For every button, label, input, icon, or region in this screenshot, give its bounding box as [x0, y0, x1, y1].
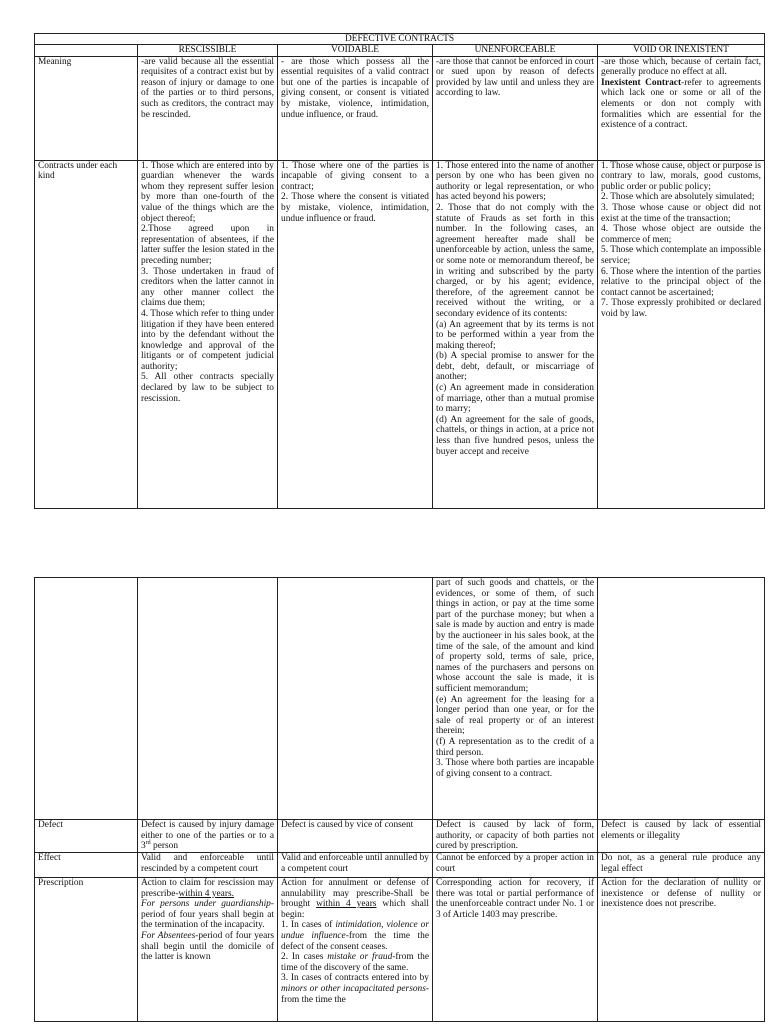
prescription-rescissible-3-text: -period of four years shall begin until the domicile of the latter is known [141, 930, 274, 963]
effect-row [35, 853, 765, 878]
row-label-prescription: Prescription [35, 878, 138, 1022]
rescissible-kind-3: 3. Those undertaken in fraud of creditors when the latter cannot in any other manner collect the claims due them; [141, 266, 274, 309]
rescissible-kind-4: 4. Those which refer to thing under litigation if they have been entered into by the defendant without the knowledge and approval of the litigants or of competent judicial authority; [141, 308, 274, 372]
prescription-voidable-4-text: 3. In cases of contracts entered into by [281, 973, 429, 984]
defective-contracts-table-part1 [34, 33, 765, 509]
prescription-rescissible-3-italic: For Absentees [141, 930, 196, 941]
rescissible-kind-5: 5. All other contracts specially declared by law to be subject to rescission. [141, 372, 274, 404]
void-kind-2: 2. Those which are absolutely simulated; [601, 192, 755, 203]
prescription-unenforceable: Corresponding action for recovery, if there was total or partial performance of the unenforceable contract under No. 1 or 3 of Article 1403 may prescribe. [433, 878, 598, 1022]
prescription-voidable-4-end: -from the time the [281, 983, 429, 1005]
defect-rescissible-sup: rd [145, 840, 151, 847]
defect-voidable: Defect is caused by vice of consent [278, 820, 433, 853]
unenforceable-kind-2f: (f) A representation as to the credit of a third person. [436, 736, 594, 758]
meaning-voidable: - are those which possess all the essential requisites of a valid contract but one of the parties is incapable of giving consent, or consent is vitiated by mistake, violence, intimidation, undue influence, or fraud. [278, 56, 433, 160]
void-meaning-text: -are those which, because of certain fact, generally produce no effect at all. [601, 56, 762, 78]
prescription-voidable-3-italic: mistake or fraud [327, 952, 393, 963]
prescription-void: Action for the declaration of nullity or inexistence or defense of nullity or inexistence does not prescribe. [598, 878, 765, 1022]
void-kind-7: 7. Those expressly prohibited or declared void by law. [601, 298, 762, 319]
defect-unenforceable: Defect is caused by lack of form, authority, or capacity of both parties not cured by prescription. [433, 820, 598, 853]
continuation-voidable-blank [278, 578, 433, 820]
header-rescissible: RESCISSIBLE [138, 45, 278, 57]
inexistent-contract-term: Inexistent Contract [601, 77, 682, 88]
voidable-kind-2: 2. Those where the consent is vitiated by mistake, violence, intimidation, undue influence or fraud. [281, 192, 429, 224]
prescription-voidable-4-italic: minors or other incapacitated persons [281, 983, 426, 994]
effect-unenforceable: Cannot be enforced by a proper action in court [433, 853, 598, 878]
unenforceable-kind-2b: (b) A special promise to answer for the debt, debt, default, or miscarriage of another; [436, 351, 594, 383]
unenforceable-kind-2d-cont: part of such goods and chattels, or the evidences, or some of them, of such things in action, or pay at the time some part of the purchase money; but when a sale is made by auction and entry is made by the auctioneer in his sales book, at the time of the sale, of the amount and kind of property sold, terms of sale, price, names of the purchasers and persons on whose account the sale is made, it is sufficient memorandum; [436, 578, 594, 694]
prescription-rescissible-2-italic: For persons under guardianship [141, 899, 271, 910]
unenforceable-kind-1: 1. Those entered into the name of another person by one who has been given no authority or legal representation, or who has acted beyond his powers; [436, 160, 594, 203]
prescription-voidable-3-end: -from the time of the discovery of the same. [281, 952, 429, 973]
prescription-voidable [278, 878, 433, 1022]
void-kind-6: 6. Those where the intention of the parties relative to the principal object of the contact cannot be ascertained; [601, 266, 762, 298]
row-label-meaning: Meaning [35, 56, 138, 160]
prescription-voidable-2-end: -from the time the defect of the consent ceases. [281, 930, 429, 952]
kinds-void [598, 160, 765, 508]
header-unenforceable: UNENFORCEABLE [433, 45, 598, 57]
kinds-unenforceable [433, 160, 598, 508]
void-kind-5: 5. Those which contemplate an impossible service; [601, 245, 762, 266]
prescription-voidable-1-end: which shall begin: [281, 899, 429, 920]
defective-contracts-table-part2 [34, 577, 765, 1022]
void-kind-4: 4. Those whose object are outside the commerce of men; [601, 224, 762, 245]
unenforceable-kind-2c: (c) An agreement made in consideration of marriage, other than a mutual promise to marry; [436, 383, 594, 415]
header-voidable: VOIDABLE [278, 45, 433, 57]
defect-rescissible-text-end: person [150, 841, 179, 852]
continuation-unenforceable [433, 578, 598, 820]
rescissible-kind-1: 1. Those which are entered into by guardian whenever the wards whom they represent suffer lesion by more than one-fourth of the value of the things which are the object thereof; [141, 160, 274, 224]
kinds-row [35, 160, 765, 508]
header-void: VOID OR INEXISTENT [598, 45, 765, 57]
prescription-row [35, 878, 765, 1022]
header-row [35, 45, 765, 57]
void-kind-3: 3. Those whose cause or object did not exist at the time of the transaction; [601, 202, 762, 224]
inexistent-contract-text: -refer to agreements which lack one or some or all of the elements or don not comply with formalities which are essential for the existence of a contract. [601, 77, 762, 131]
continuation-row [35, 578, 765, 820]
prescription-voidable-1-underline: within 4 years [316, 899, 377, 910]
continuation-rescissible-blank [138, 578, 278, 820]
effect-voidable: Valid and enforceable until annulled by a competent court [278, 853, 433, 878]
prescription-voidable-2-italic: intimidation, violence or undue influence [281, 920, 429, 941]
rescissible-kind-2: 2.Those agreed upon in representation of absentees, if the latter suffer the lesion stated in the preceding number; [141, 224, 274, 266]
kinds-voidable [278, 160, 433, 508]
title-row [35, 34, 765, 45]
continuation-void-blank [598, 578, 765, 820]
defect-void: Defect is caused by lack of essential elements or illegality [598, 820, 765, 853]
prescription-voidable-3-text: 2. In cases [281, 952, 328, 963]
prescription-rescissible-1-underline: within 4 years. [178, 888, 234, 899]
prescription-rescissible [138, 878, 278, 1022]
prescription-voidable-3 [281, 952, 429, 973]
prescription-rescissible-2 [141, 899, 274, 931]
effect-rescissible: Valid and enforceable until rescinded by a competent court [138, 853, 278, 878]
void-kind-1: 1. Those whose cause, object or purpose is contrary to law, morals, good customs, public order or public policy; [601, 160, 762, 192]
defect-row [35, 820, 765, 853]
row-label-defect: Defect [35, 820, 138, 853]
prescription-voidable-1-text: Action for annulment or defense of annulability may prescribe-Shall be brought [281, 878, 429, 910]
meaning-unenforceable: -are those that cannot be enforced in court or sued upon by reason of defects provided by law until and unless they are according to law. [433, 56, 598, 160]
effect-void: Do not, as a general rule produce any legal effect [598, 853, 765, 878]
table-title: DEFECTIVE CONTRACTS [35, 34, 765, 45]
unenforceable-kind-3: 3. Those where both parties are incapable of giving consent to a contract. [436, 758, 594, 779]
prescription-voidable-1 [281, 878, 429, 920]
header-blank [35, 45, 138, 57]
meaning-void [598, 56, 765, 160]
prescription-rescissible-1 [141, 878, 274, 899]
meaning-rescissible: -are valid because all the essential requisites of a contract exist but by reason of injury or damage to one of the parties or to third persons, such as creditors, the contract may be rescinded. [138, 56, 278, 160]
prescription-rescissible-1-text: Action to claim for rescission may prescribe- [141, 878, 274, 899]
unenforceable-kind-2d: (d) An agreement for the sale of goods, chattels, or things in action, at a price not less than five hundred pesos, unless the buyer accept and receive [436, 414, 594, 457]
kinds-rescissible [138, 160, 278, 508]
unenforceable-kind-2a: (a) An agreement that by its terms is not to be performed within a year from the making thereof; [436, 319, 594, 351]
prescription-rescissible-2-text: -period of four years shall begin at the termination of the incapacity. [141, 899, 274, 931]
row-label-effect: Effect [35, 853, 138, 878]
prescription-voidable-2 [281, 920, 429, 952]
voidable-kind-1: 1. Those where one of the parties is incapable of giving consent to a contract; [281, 160, 429, 192]
defect-rescissible-text: Defect is caused by injury damage either to one of the parties or to a 3 [141, 820, 274, 852]
meaning-row [35, 56, 765, 160]
continuation-label-blank [35, 578, 138, 820]
defect-rescissible [138, 820, 278, 853]
prescription-rescissible-3 [141, 931, 274, 963]
prescription-voidable-4 [281, 973, 429, 1005]
prescription-voidable-2-text: 1. In cases of [281, 920, 336, 931]
unenforceable-kind-2e: (e) An agreement for the leasing for a longer period than one year, or for the sale of real property or of an interest therein; [436, 694, 594, 737]
row-label-kinds: Contracts under each kind [35, 160, 138, 508]
unenforceable-kind-2: 2. Those that do not comply with the statute of Frauds as set forth in this number. In the following cases, an agreement hereafter made shall be unenforceable by action, unless the same, or some note or memorandum thereof, be in writing and subscribed by the party charged, or by his agent; evidence, therefore, of the agreement cannot be received without the writing, or a secondary evidence of its contents: [436, 202, 594, 319]
